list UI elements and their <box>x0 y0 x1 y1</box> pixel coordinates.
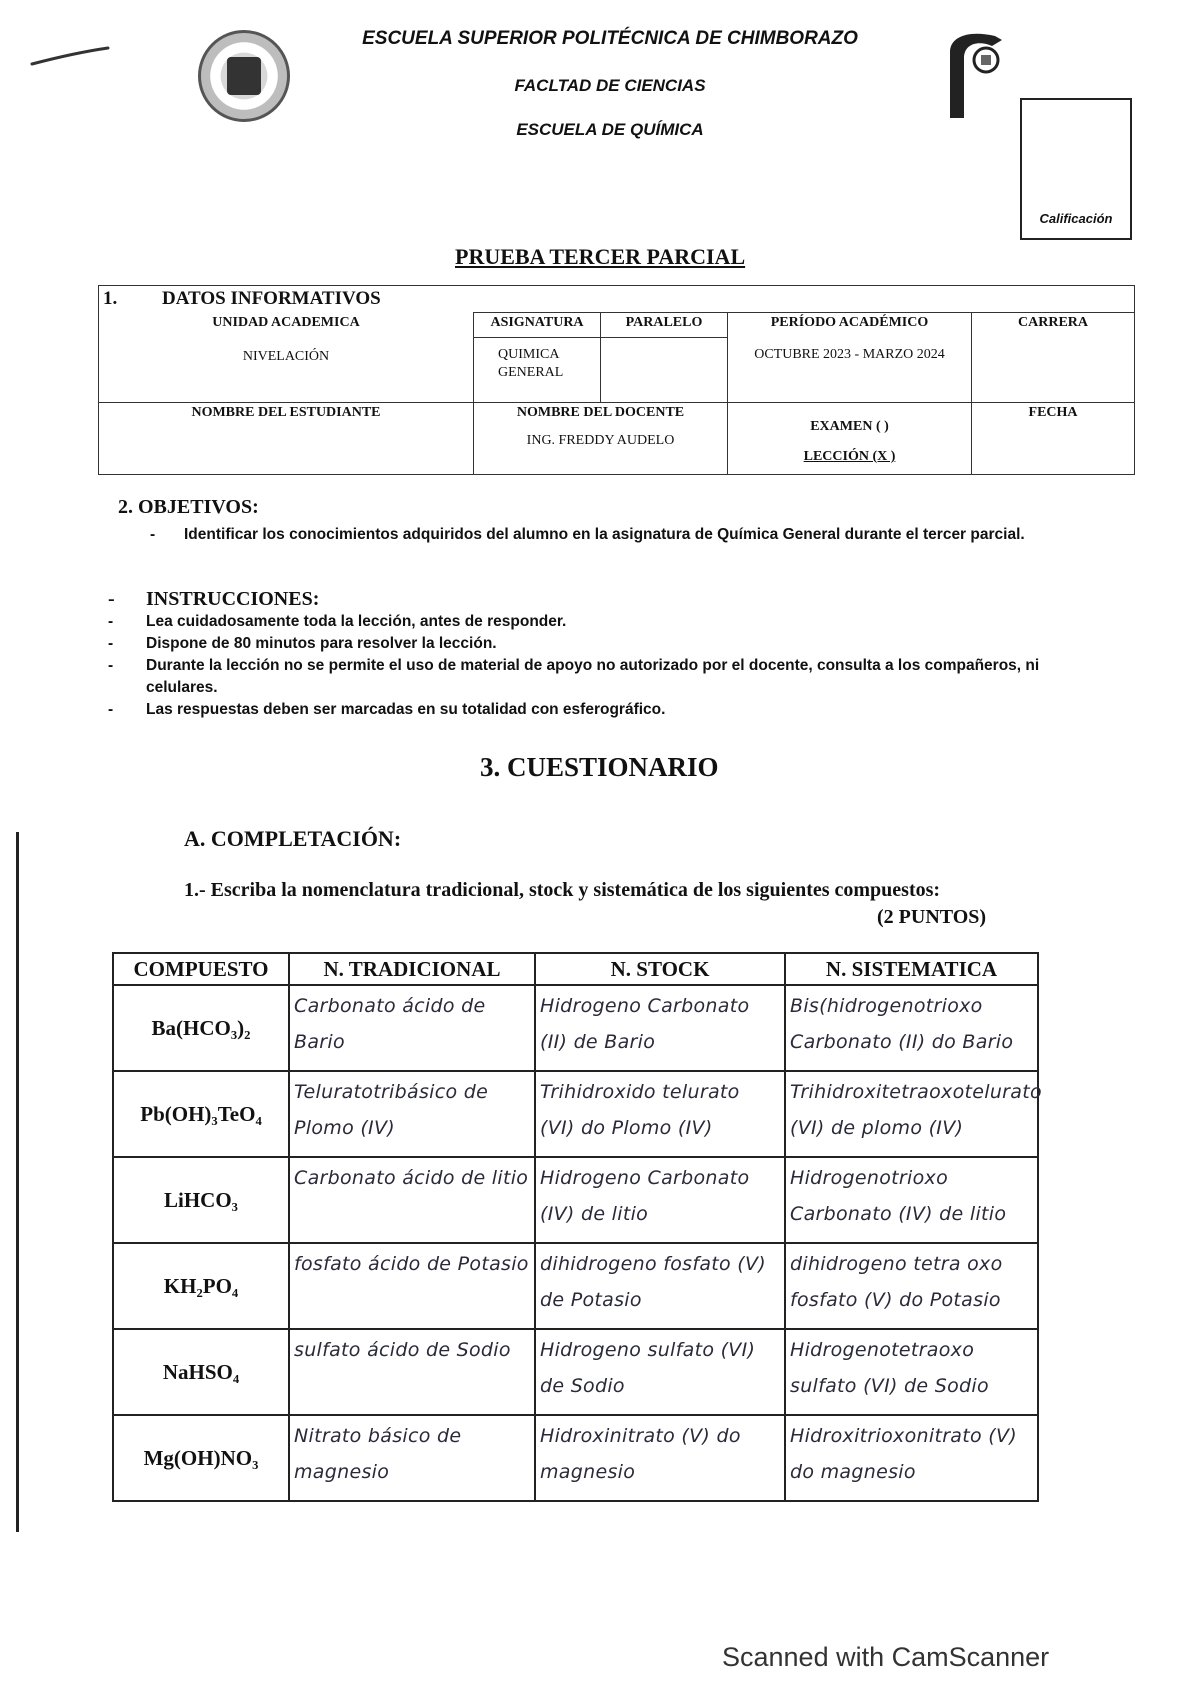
unidad-value: NIVELACIÓN <box>242 348 330 364</box>
instruccion-text: Dispone de 80 minutos para resolver la lección. <box>146 635 497 652</box>
table-row <box>113 1157 1038 1243</box>
instrucciones-list <box>108 611 1108 721</box>
table-header-row <box>113 953 1038 985</box>
institution-name: ESCUELA SUPERIOR POLITÉCNICA DE CHIMBORAZO <box>362 28 858 49</box>
answer-stock: Hidrogeno sulfato (VI) de Sodio <box>535 1329 785 1415</box>
objetivos-list <box>150 524 1134 546</box>
docente-value: ING. FREDDY AUDELO <box>526 433 675 448</box>
answer-tradicional: fosfato ácido de Potasio <box>289 1243 535 1329</box>
paralelo-label: PARALELO <box>601 313 727 338</box>
instruccion-item: - Durante la lección no se permite el uso de material de apoyo no autorizado por el docente, consulta a los compañeros, ni celulares. <box>108 655 1108 699</box>
objetivo-item: - Identificar los conocimientos adquiridos del alumno en la asignatura de Química General durante el tercer parcial. <box>150 524 1134 546</box>
column-header: N. SISTEMATICA <box>785 953 1038 985</box>
espoch-seal-logo <box>198 30 290 122</box>
grade-box-label: Calificación <box>1039 211 1113 226</box>
nomenclature-table <box>112 952 1042 1502</box>
carrera-cell <box>972 313 1135 403</box>
question-points: (2 PUNTOS) <box>877 906 987 928</box>
grade-box <box>1020 98 1132 240</box>
answer-sistematica: dihidrogeno tetra oxo fosfato (V) do Potasio <box>785 1243 1038 1329</box>
fecha-label: FECHA <box>1028 405 1078 420</box>
camscanner-watermark: Scanned with CamScanner <box>722 1642 1050 1672</box>
instruccion-text: Lea cuidadosamente toda la lección, antes de responder. <box>146 613 567 630</box>
answer-sistematica: Bis(hidrogenotrioxo Carbonato (II) do Bario <box>785 985 1038 1071</box>
margin-line <box>16 832 19 1532</box>
compound-formula: Ba(HCO₃)₂ <box>113 985 289 1071</box>
instruccion-item: - Las respuestas deben ser marcadas en su totalidad con esferográfico. <box>108 699 1108 721</box>
datos-section-number: 1. <box>103 288 118 309</box>
answer-tradicional: Teluratotribásico de Plomo (IV) <box>289 1071 535 1157</box>
estudiante-cell <box>99 403 474 475</box>
compound-formula: LiHCO₃ <box>113 1157 289 1243</box>
table-row <box>113 1329 1038 1415</box>
answer-stock: dihidrogeno fosfato (V) de Potasio <box>535 1243 785 1329</box>
answer-stock: Trihidroxido telurato (VI) do Plomo (IV) <box>535 1071 785 1157</box>
pen-stroke-mark <box>30 42 110 72</box>
instruccion-text: Las respuestas deben ser marcadas en su totalidad con esferográfico. <box>146 701 666 718</box>
carrera-label: CARRERA <box>1018 315 1089 330</box>
instruccion-item: - Dispone de 80 minutos para resolver la lección. <box>108 633 1108 655</box>
asignatura-label: ASIGNATURA <box>474 313 600 338</box>
answer-stock: Hidrogeno Carbonato (II) de Bario <box>535 985 785 1071</box>
completacion-heading: A. COMPLETACIÓN: <box>184 826 402 851</box>
docente-cell <box>474 403 728 475</box>
column-header: N. TRADICIONAL <box>289 953 535 985</box>
periodo-label: PERÍODO ACADÉMICO <box>770 315 929 330</box>
instrucciones-heading: INSTRUCCIONES: <box>146 588 320 610</box>
compound-formula: NaHSO₄ <box>113 1329 289 1415</box>
answer-sistematica: Trihidroxitetraoxotelurato (VI) de plomo (IV) <box>785 1071 1038 1157</box>
docente-label: NOMBRE DEL DOCENTE <box>516 405 685 420</box>
asignatura-cell <box>474 313 601 403</box>
question-text: 1.- Escriba la nomenclatura tradicional, stock y sistemática de los siguientes compuestos: <box>184 879 941 901</box>
answer-stock: Hidroxinitrato (V) do magnesio <box>535 1415 785 1501</box>
compound-formula: KH₂PO₄ <box>113 1243 289 1329</box>
periodo-cell <box>728 313 972 403</box>
instruccion-item: - Lea cuidadosamente toda la lección, antes de responder. <box>108 611 1108 633</box>
instrucciones-heading-row: - INSTRUCCIONES: <box>108 588 320 610</box>
answer-tradicional: Nitrato básico de magnesio <box>289 1415 535 1501</box>
fecha-cell <box>972 403 1135 475</box>
info-table <box>98 285 1135 475</box>
table-row <box>113 1415 1038 1501</box>
answer-sistematica: Hidrogenotrioxo Carbonato (IV) de litio <box>785 1157 1038 1243</box>
answer-tradicional: Carbonato ácido de litio <box>289 1157 535 1243</box>
tipo-evaluacion-cell <box>728 403 972 475</box>
objetivo-text: Identificar los conocimientos adquiridos del alumno en la asignatura de Química General durante el tercer parcial. <box>184 526 1025 543</box>
answer-tradicional: sulfato ácido de Sodio <box>289 1329 535 1415</box>
datos-section-title: DATOS INFORMATIVOS <box>162 288 381 309</box>
datos-header-cell <box>99 286 1135 313</box>
column-header: COMPUESTO <box>113 953 289 985</box>
periodo-value: OCTUBRE 2023 - MARZO 2024 <box>754 347 945 362</box>
faculty-name: FACLTAD DE CIENCIAS <box>514 76 706 95</box>
cuestionario-heading: 3. CUESTIONARIO <box>480 752 719 782</box>
answer-sistematica: Hidroxitrioxonitrato (V) do magnesio <box>785 1415 1038 1501</box>
unidad-label: UNIDAD ACADEMICA <box>212 314 360 330</box>
compound-formula: Pb(OH)₃TeO₄ <box>113 1071 289 1157</box>
table-row <box>113 1243 1038 1329</box>
unidad-cell <box>99 313 474 403</box>
instruccion-text: Durante la lección no se permite el uso de material de apoyo no autorizado por el docente, consulta a los compañeros, ni celulares. <box>146 657 1040 696</box>
faculty-logo <box>940 30 1010 120</box>
answer-sistematica: Hidrogenotetraoxo sulfato (VI) de Sodio <box>785 1329 1038 1415</box>
table-row <box>113 1071 1038 1157</box>
answer-tradicional: Carbonato ácido de Bario <box>289 985 535 1071</box>
exam-title: PRUEBA TERCER PARCIAL <box>455 244 746 269</box>
compound-formula: Mg(OH)NO₃ <box>113 1415 289 1501</box>
leccion-option: LECCIÓN (X ) <box>803 449 896 464</box>
table-row <box>113 985 1038 1071</box>
instrucciones-block <box>108 588 1108 721</box>
paralelo-cell <box>601 313 728 403</box>
column-header: N. STOCK <box>535 953 785 985</box>
examen-option: EXAMEN ( ) <box>810 419 889 434</box>
answer-stock: Hidrogeno Carbonato (IV) de litio <box>535 1157 785 1243</box>
objetivos-heading: 2. OBJETIVOS: <box>118 496 259 518</box>
school-name: ESCUELA DE QUÍMICA <box>516 120 704 139</box>
estudiante-label: NOMBRE DEL ESTUDIANTE <box>191 405 381 420</box>
asignatura-value: QUIMICA GENERAL <box>498 347 564 380</box>
